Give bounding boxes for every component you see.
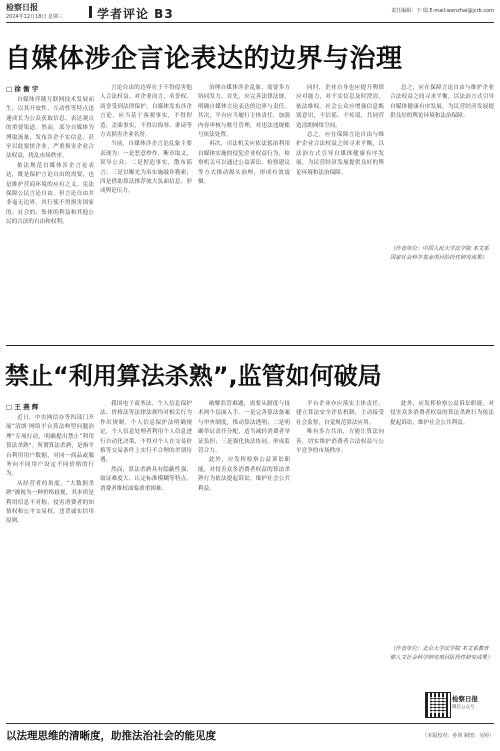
section-title: 学者评论 B3 [97,7,174,21]
article1-byline: □ 徐 衡 宇 [6,85,39,93]
section-bar-decoration [89,6,92,18]
article1-column-3 [198,84,290,341]
article2-title: 禁止“利用算法杀熟”,监管如何破局 [5,362,382,390]
article2-column-2 [100,400,192,718]
paragraph: 治理自媒体涉企乱象，需要多方协同发力。首先，应完善法律法规，明确自媒体言论表达的边界与责任。其次，平台应当履行主体责任，加强内容审核与账号管理，对违法违规账号依法处置。 [198,85,290,139]
article2-column-4 [296,400,384,718]
footer-credits: （本版校对：孙剑 制图：吴婷） [422,733,494,739]
masthead: 检察日报 [6,2,38,12]
article1-column-4 [296,84,384,341]
article2-author-note: （作者单位：北京大学法学院 本文系教育部人文社会科学研究项目阶段性研究成果） [390,646,493,661]
article1-author-note: （作者单位：中国人民大学法学院 本文系 国家社会科学基金项目阶段性研究成果） [390,246,489,261]
article1-column-5 [390,84,494,239]
article2-column-3 [198,400,290,718]
paragraph: 再次，司法机关应依法惩治利用自媒体实施的侵犯企业权益行为，检察机关可以通过公益诉讼、检察建议等方式推动源头治理，形成有效震慑。 [198,141,290,186]
paragraph: 破解监管难题，需要从制度与技术两个层面入手。一是完善算法备案与审查制度，推动算法透明；二是明确举证责任分配，适当减轻消费者举证负担；三是强化执法协同，形成监管合力。 [198,401,290,455]
paragraph: 此外，应发挥检察公益诉讼职能，对侵害众多消费者权益的算法杀熟行为依法提起诉讼，维护社会公共利益。 [390,401,494,426]
paragraph: 从经营者的角度，“大数据杀熟”被视为一种价格歧视，其本质是利用信息不对称，侵害消费者的知情权和公平交易权，违背诚实信用原则。 [6,480,94,525]
paragraph: 然而，算法杀熟具有隐蔽性强、取证难度大、认定标准模糊等特点，消费者维权面临重重困难。 [100,466,192,492]
paragraph: 同时，企业自身也应提升舆情应对能力，对不实信息及时澄清，依法维权。社会公众应增强信息甄别意识，不信谣、不传谣，共同营造清朗网络空间。 [296,85,384,129]
paragraph: 自媒体伴随互联网技术发展而生，以其开放性、互动性等特点迅速成长为公众获取信息、表达观点的重要渠道。然而，部分自媒体为博取流量，发布涉企不实信息，甚至以此要挟企业，严重损害企业合法权益，扰乱市场秩序。 [6,97,94,160]
article1-column-2 [100,84,192,341]
qr-code-icon [425,692,451,718]
paragraph: 近日，中央网信办等四部门开展“清朗·网络平台算法典型问题治理”专项行动，明确提出禁止“利用算法杀熟”。所谓算法杀熟，是指平台利用用户数据，对同一商品或服务向不同用户设定不同价格的行为。 [6,415,94,478]
article2-column-1 [6,414,94,718]
brand-subtitle: 微信公众号 [452,705,475,710]
article1-column-1 [6,96,94,341]
article-divider [6,345,494,346]
header-rule [6,22,494,23]
paragraph: 当前，自媒体涉企言论乱象主要表现为：一是恶意炒作，断章取义，误导公众；二是捏造事实，散布谣言；三是以曝光为名实施敲诈勒索；四是借助算法推荐放大负面信息，形成舆论压力。 [100,141,192,195]
paragraph: 总之，应在保障言论自由与维护企业合法权益之间寻求平衡，以法治方式引导自媒体健康有序发展，为民营经济发展提供良好的舆论环境和法治保障。 [390,85,494,120]
article2-byline: □ 王 燕 辉 [6,403,39,411]
brand-name: 检察日报 [452,695,478,703]
page-header [0,0,500,24]
paragraph: 依法规范自媒体涉企言论表达，既是保护言论自由的需要，也是维护营商环境的应有之义。宪法保障公民言论自由，但言论自由并非毫无边界，其行使不得损害国家的、社会的、集体的利益和其他公民的合法的自由和权利。 [6,162,94,226]
footer-slogan: 以法理思维的清晰度，助推法治社会的能见度 [6,730,216,742]
paragraph: 此外，应发挥检察公益诉讼职能，对侵害众多消费者权益的算法杀熟行为依法提起诉讼，维护社会公共利益。 [198,457,290,492]
paragraph: 总之，应在保障言论自由与维护企业合法权益之间寻求平衡，以法治方式引导自媒体健康有序发展，为民营经济发展提供良好的舆论环境和法治保障。 [296,132,384,176]
footer-rule [6,723,494,724]
paragraph: 唯有多方共治，方能让算法向善，切实维护消费者合法权益与公平竞争的市场秩序。 [296,429,384,455]
article1-title: 自媒体涉企言论表达的边界与治理 [5,44,403,74]
editor-contact: 责任编辑：卞 瑞 E-mail:wenzhai@jcrb.com [391,8,494,14]
paragraph: 言论自由的边界在于不得侵害他人合法权益。对企业而言，名誉权、商誉受到法律保护。自媒体发布涉企言论，应当基于客观事实，不得捏造、歪曲事实，不得以侮辱、诽谤等方式损害企业名誉。 [100,85,192,139]
paragraph: 平台企业亦应落实主体责任，建立算法安全评估机制，主动接受社会监督，自觉规范算法应用。 [296,401,384,426]
paragraph: 我国电子商务法、个人信息保护法、价格法等法律法规均对相关行为作出规制。个人信息保护法明确规定，个人信息处理者利用个人信息进行自动化决策，不得对个人在交易价格等交易条件上实行不合理的差别待遇。 [100,401,192,464]
article2-column-5 [390,400,494,640]
dateline: 2024年12月18日 星期三 [6,14,64,20]
